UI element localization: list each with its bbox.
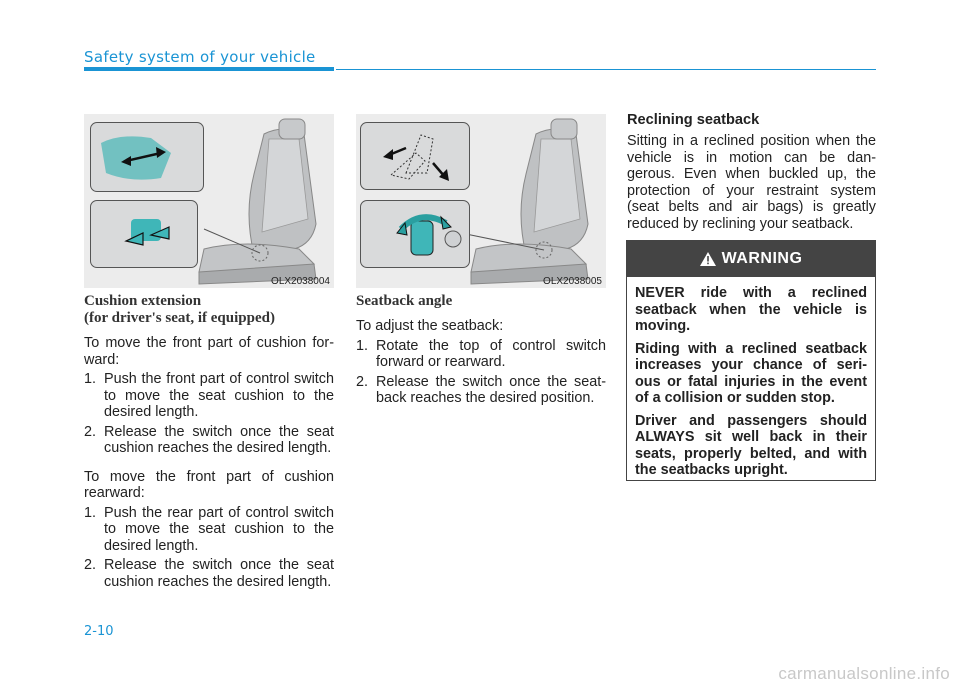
- reclining-heading: Reclining seatback: [627, 112, 760, 128]
- rotate-switch-icon: [361, 201, 469, 267]
- warning-paragraph: Riding with a reclined seatback increases your chance of seri-ous or fatal injuries in the event of a collision or sudden stop.: [635, 340, 867, 406]
- step-text: Release the switch once the seat cushion reaches the desired length.: [104, 423, 334, 456]
- cushion-extension-arrow-icon: [91, 123, 203, 191]
- cushion-heading-line2: (for driver's seat, if equipped): [84, 310, 275, 326]
- seatback-angle-figure: [356, 114, 606, 288]
- reclining-body: Sitting in a reclined position when the vehicle is in motion can be dan-gerous. Even when buckled up, the protection of your restraint system (seat belts and air bags) is greatly reduced by reclining your seatback.: [627, 133, 876, 232]
- step-number: 1.: [84, 371, 97, 387]
- seatback-inset-switch: [360, 200, 470, 268]
- step-text: Push the front part of control switch to move the seat cushion to the desired length.: [104, 371, 334, 420]
- warning-title: WARNING: [721, 250, 803, 267]
- list-item: [84, 557, 334, 590]
- header-rule-thick: [84, 67, 334, 71]
- step-number: 2.: [356, 373, 369, 390]
- warning-body: [627, 277, 875, 479]
- reclining-section: [627, 112, 876, 232]
- cushion-switch-icon: [91, 201, 197, 267]
- figure-code: OLX2038005: [543, 276, 602, 287]
- step-text: Rotate the top of control switch forward or rearward.: [376, 337, 606, 370]
- recline-arrows-icon: [361, 123, 469, 189]
- cushion-extension-section: [84, 293, 334, 590]
- list-item: [84, 371, 334, 421]
- step-text: Release the switch once the seat cushion reaches the desired length.: [104, 557, 334, 590]
- list-item: [356, 374, 606, 407]
- warning-triangle-icon: [700, 252, 716, 266]
- seatback-angle-section: [356, 293, 606, 407]
- warning-header: [627, 241, 875, 277]
- cushion-inset-switch: [90, 200, 198, 268]
- seatback-intro: To adjust the seatback:: [356, 318, 504, 334]
- cushion-heading-line1: Cushion extension: [84, 293, 202, 309]
- cushion-rearward-intro: To move the front part of cushion rearward:: [84, 468, 334, 501]
- step-number: 2.: [84, 423, 97, 440]
- warning-paragraph: Driver and passengers should ALWAYS sit well back in their seats, properly belted, and with the seatbacks upright.: [635, 412, 867, 478]
- figure-code: OLX2038004: [271, 276, 330, 287]
- list-item: [84, 505, 334, 555]
- section-title: Safety system of your vehicle: [84, 48, 316, 66]
- list-item: [84, 424, 334, 457]
- step-text: Release the switch once the seat-back reaches the desired position.: [376, 373, 606, 406]
- warning-box: [626, 240, 876, 481]
- step-number: 1.: [84, 504, 97, 521]
- cushion-inset-top: [90, 122, 204, 192]
- step-number: 2.: [84, 557, 97, 573]
- page-number: 2-10: [84, 624, 114, 639]
- step-number: 1.: [356, 337, 369, 354]
- cushion-extension-figure: [84, 114, 334, 288]
- seatback-heading: Seatback angle: [356, 293, 453, 309]
- header-rule-thin: [336, 69, 876, 70]
- seatback-inset-top: [360, 122, 470, 190]
- warning-paragraph: NEVER ride with a reclined seatback when the vehicle is moving.: [635, 285, 867, 334]
- step-text: Push the rear part of control switch to move the seat cushion to the desired length.: [104, 504, 334, 554]
- watermark: carmanualsonline.info: [778, 664, 950, 683]
- cushion-forward-intro: To move the front part of cushion for-ward:: [84, 335, 334, 368]
- list-item: [356, 338, 606, 371]
